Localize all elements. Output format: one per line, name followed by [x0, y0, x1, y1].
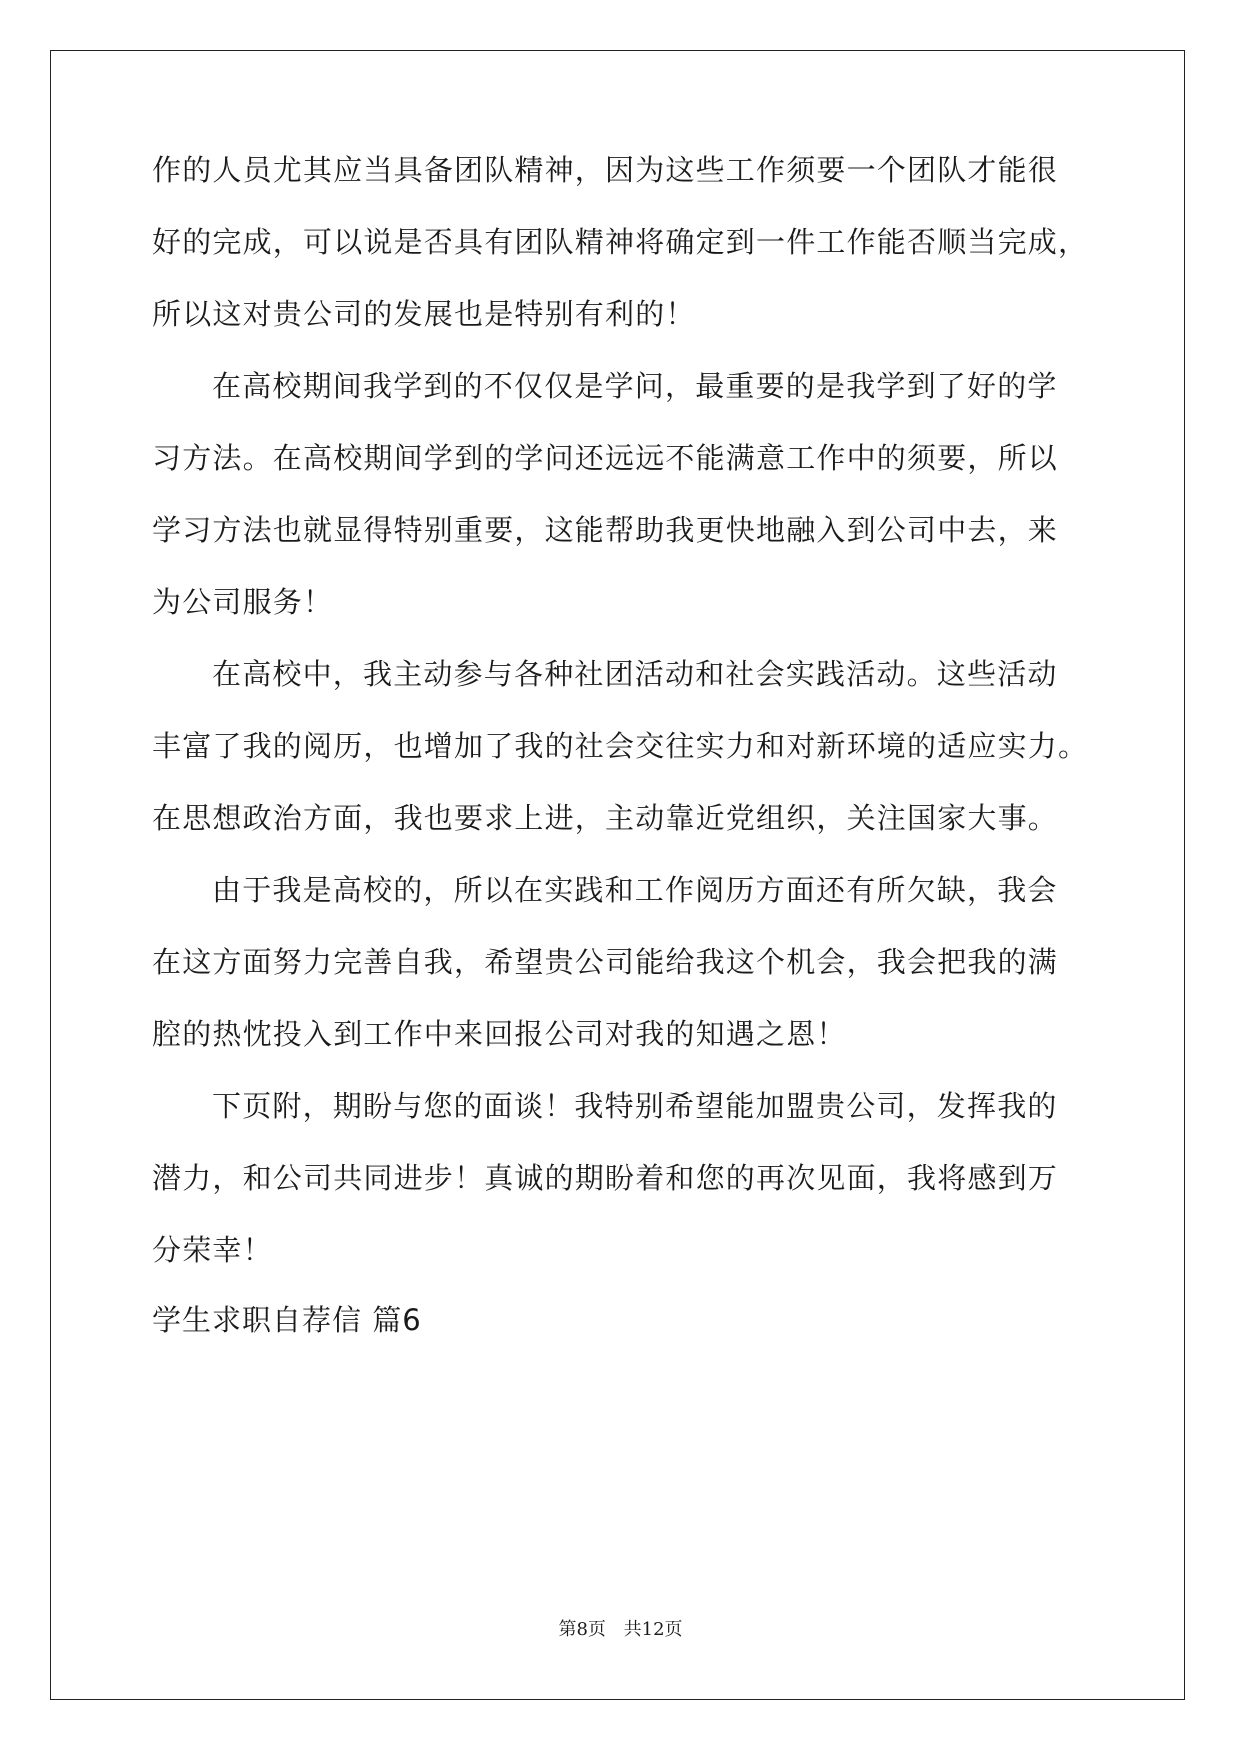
body-text-line: 习方法。在高校期间学到的学问还远远不能满意工作中的须要，所以	[152, 441, 1059, 475]
body-text-line: 学习方法也就显得特别重要，这能帮助我更快地融入到公司中去，来	[152, 513, 1059, 547]
paragraph-first-line: 由于我是高校的，所以在实践和工作阅历方面还有所欠缺，我会	[212, 873, 1058, 907]
paragraph-first-line: 下页附，期盼与您的面谈！我特别希望能加盟贵公司，发挥我的	[212, 1089, 1058, 1123]
paragraph-first-line: 在高校期间我学到的不仅仅是学问，最重要的是我学到了好的学	[212, 369, 1058, 403]
body-text-line: 在思想政治方面，我也要求上进，主动靠近党组织，关注国家大事。	[152, 801, 1059, 835]
page-total: 共12页	[623, 1619, 683, 1640]
section-heading: 学生求职自荐信 篇6	[152, 1303, 422, 1337]
body-text-line: 好的完成，可以说是否具有团队精神将确定到一件工作能否顺当完成，	[152, 225, 1089, 259]
page-footer	[0, 1618, 1241, 1642]
body-text-line: 所以这对贵公司的发展也是特别有利的！	[152, 297, 696, 331]
body-text-line: 潜力，和公司共同进步！真诚的期盼着和您的再次见面，我将感到万	[152, 1161, 1059, 1195]
paragraph-first-line: 在高校中，我主动参与各种社团活动和社会实践活动。这些活动	[212, 657, 1058, 691]
body-text-line: 作的人员尤其应当具备团队精神，因为这些工作须要一个团队才能很	[152, 153, 1059, 187]
page-number: 第8页	[558, 1619, 606, 1640]
body-text-line: 在这方面努力完善自我，希望贵公司能给我这个机会，我会把我的满	[152, 945, 1059, 979]
body-text-line: 分荣幸！	[152, 1233, 273, 1267]
body-text-line: 丰富了我的阅历，也增加了我的社会交往实力和对新环境的适应实力。	[152, 729, 1089, 763]
body-text-line: 为公司服务！	[152, 585, 334, 619]
body-text-line: 腔的热忱投入到工作中来回报公司对我的知遇之恩！	[152, 1017, 847, 1051]
